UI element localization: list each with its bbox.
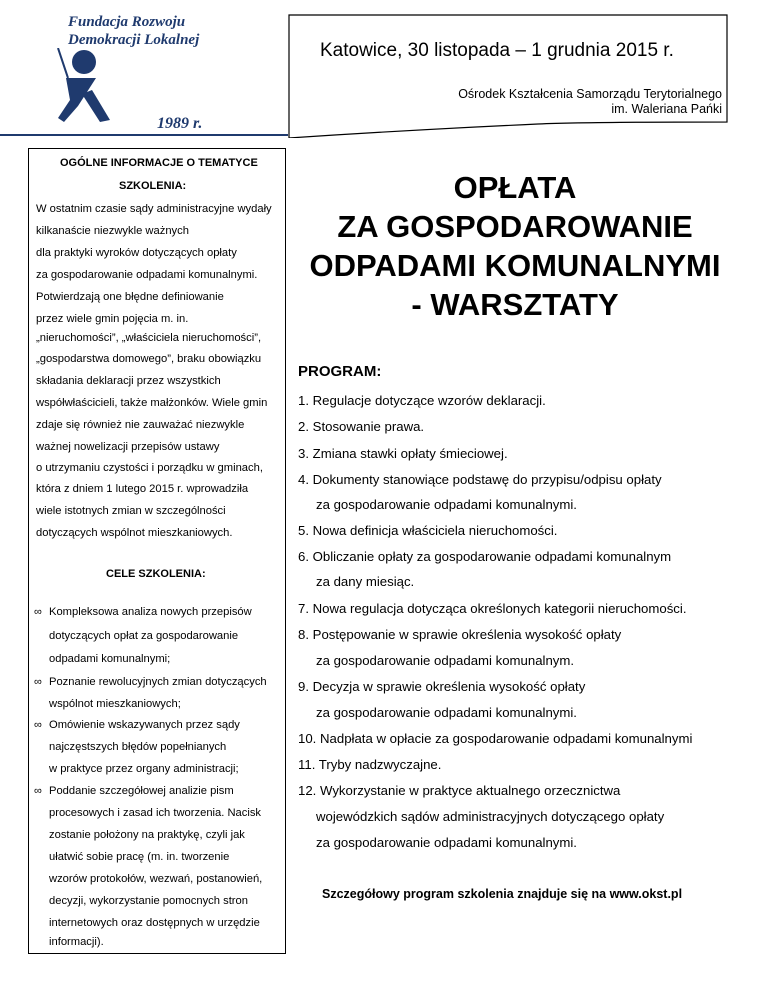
goal-line: wzorów protokołów, wezwań, postanowień, xyxy=(49,873,263,885)
info-line: która z dniem 1 lutego 2015 r. wprowadziła xyxy=(36,483,249,495)
info-line: kilkanaście niezwykle ważnych xyxy=(36,225,189,237)
founding-year: 1989 r. xyxy=(157,115,203,132)
info-line: składania deklaracji przez wszystkich xyxy=(36,375,221,387)
program-item: 12. Wykorzystanie w praktyce aktualnego orzecznictwa xyxy=(298,783,621,798)
page-title xyxy=(300,168,730,324)
goal-line: Poznanie rewolucyjnych zmian dotyczących xyxy=(49,676,267,688)
event-venue-line1: Ośrodek Kształcenia Samorządu Terytorialnego xyxy=(458,87,722,101)
program-item: 6. Obliczanie opłaty za gospodarowanie odpadami komunalnym xyxy=(298,549,672,564)
program-item-continuation: wojewódzkich sądów administracyjnych dotyczącego opłaty xyxy=(316,809,665,824)
event-venue-line2: im. Waleriana Pańki xyxy=(611,102,722,116)
program-item-continuation: za gospodarowanie odpadami komunalnymi. xyxy=(316,835,577,850)
program-item: 11. Tryby nadzwyczajne. xyxy=(298,757,442,772)
info-line: dotyczących wspólnot mieszkaniowych. xyxy=(36,527,233,539)
program-item-continuation: za gospodarowanie odpadami komunalnym. xyxy=(316,653,575,668)
info-line: zdaje się również nie zauważać niezwykle xyxy=(36,419,245,431)
bullet-icon: ∞ xyxy=(34,676,42,688)
bullet-icon: ∞ xyxy=(34,606,42,618)
program-item-continuation: za gospodarowanie odpadami komunalnymi. xyxy=(316,705,577,720)
organization-logo xyxy=(52,48,112,127)
header-divider xyxy=(0,134,288,136)
organization-name-line1: Fundacja Rozwoju xyxy=(68,14,186,30)
goal-line: Kompleksowa analiza nowych przepisów xyxy=(49,606,252,618)
program-item-continuation: za gospodarowanie odpadami komunalnymi. xyxy=(316,497,577,512)
program-item: 1. Regulacje dotyczące wzorów deklaracji. xyxy=(298,393,546,408)
goal-line: informacji). xyxy=(49,936,104,948)
info-line: dla praktyki wyroków dotyczących opłaty xyxy=(36,247,237,259)
program-footer-note: Szczegółowy program szkolenia znajduje się na www.okst.pl xyxy=(322,887,683,901)
goal-line: procesowych i zasad ich tworzenia. Nacisk xyxy=(49,807,262,819)
runner-logo-icon xyxy=(52,48,112,122)
program-item-continuation: za dany miesiąc. xyxy=(316,574,415,589)
info-line: za gospodarowanie odpadami komunalnymi. xyxy=(36,269,258,281)
title-line1: OPŁATA xyxy=(453,170,577,205)
info-line: Potwierdzają one błędne definiowanie xyxy=(36,291,224,303)
event-box xyxy=(288,14,728,138)
goal-line: Poddanie szczegółowej analizie pism xyxy=(49,785,234,797)
info-line: „gospodarstwa domowego”, braku obowiązku xyxy=(36,353,262,365)
goal-line: wspólnot mieszkaniowych; xyxy=(49,698,181,710)
goals-heading: CELE SZKOLENIA: xyxy=(106,568,206,580)
program-item: 5. Nowa definicja właściciela nieruchomości. xyxy=(298,523,558,538)
organization-name-line2: Demokracji Lokalnej xyxy=(68,32,200,48)
info-line: o utrzymaniu czystości i porządku w gminach, xyxy=(36,462,263,474)
program-item: 10. Nadpłata w opłacie za gospodarowanie odpadami komunalnymi xyxy=(298,731,693,746)
goal-line: zostanie położony na praktykę, czyli jak xyxy=(49,829,245,841)
program-heading: PROGRAM: xyxy=(298,363,382,380)
info-line: „nieruchomości”, „właściciela nieruchomości”, xyxy=(36,332,262,344)
program-item: 7. Nowa regulacja dotycząca określonych kategorii nieruchomości. xyxy=(298,601,687,616)
goal-line: w praktyce przez organy administracji; xyxy=(49,763,239,775)
info-line: ważnej nowelizacji przepisów ustawy xyxy=(36,441,220,453)
program-item: 2. Stosowanie prawa. xyxy=(298,419,425,434)
info-line: współwłaścicieli, także małżonków. Wiele gmin xyxy=(36,397,268,409)
goal-line: internetowych oraz dostępnych w urzędzie xyxy=(49,917,260,929)
goal-line: Omówienie wskazywanych przez sądy xyxy=(49,719,240,731)
info-line: przez wiele gmin pojęcia m. in. xyxy=(36,313,189,325)
program-item: 3. Zmiana stawki opłaty śmieciowej. xyxy=(298,446,508,461)
program-item: 4. Dokumenty stanowiące podstawę do przypisu/odpisu opłaty xyxy=(298,472,662,487)
goal-line: decyzji, wykorzystanie pomocnych stron xyxy=(49,895,248,907)
goal-line: odpadami komunalnymi; xyxy=(49,653,171,665)
goal-line: ułatwić sobie pracę (m. in. tworzenie xyxy=(49,851,230,863)
info-line: wiele istotnych zmian w szczególności xyxy=(36,505,226,517)
info-heading-line2: SZKOLENIA: xyxy=(119,180,187,192)
program-item: 8. Postępowanie w sprawie określenia wysokość opłaty xyxy=(298,627,622,642)
event-date-location: Katowice, 30 listopada – 1 grudnia 2015 r. xyxy=(320,40,674,61)
info-heading-line1: OGÓLNE INFORMACJE O TEMATYCE xyxy=(60,157,258,169)
bullet-icon: ∞ xyxy=(34,719,42,731)
info-line: W ostatnim czasie sądy administracyjne wydały xyxy=(36,203,272,215)
bullet-icon: ∞ xyxy=(34,785,42,797)
title-line3: ODPADAMI KOMUNALNYMI xyxy=(309,248,721,283)
program-item: 9. Decyzja w sprawie określenia wysokość opłaty xyxy=(298,679,586,694)
goal-line: dotyczących opłat za gospodarowanie xyxy=(49,630,239,642)
title-line2: ZA GOSPODAROWANIE xyxy=(337,209,693,244)
organization-name xyxy=(68,13,199,49)
title-line4: - WARSZTATY xyxy=(411,287,619,322)
goal-line: najczęstszych błędów popełnianych xyxy=(49,741,227,753)
event-box-frame xyxy=(288,14,728,138)
